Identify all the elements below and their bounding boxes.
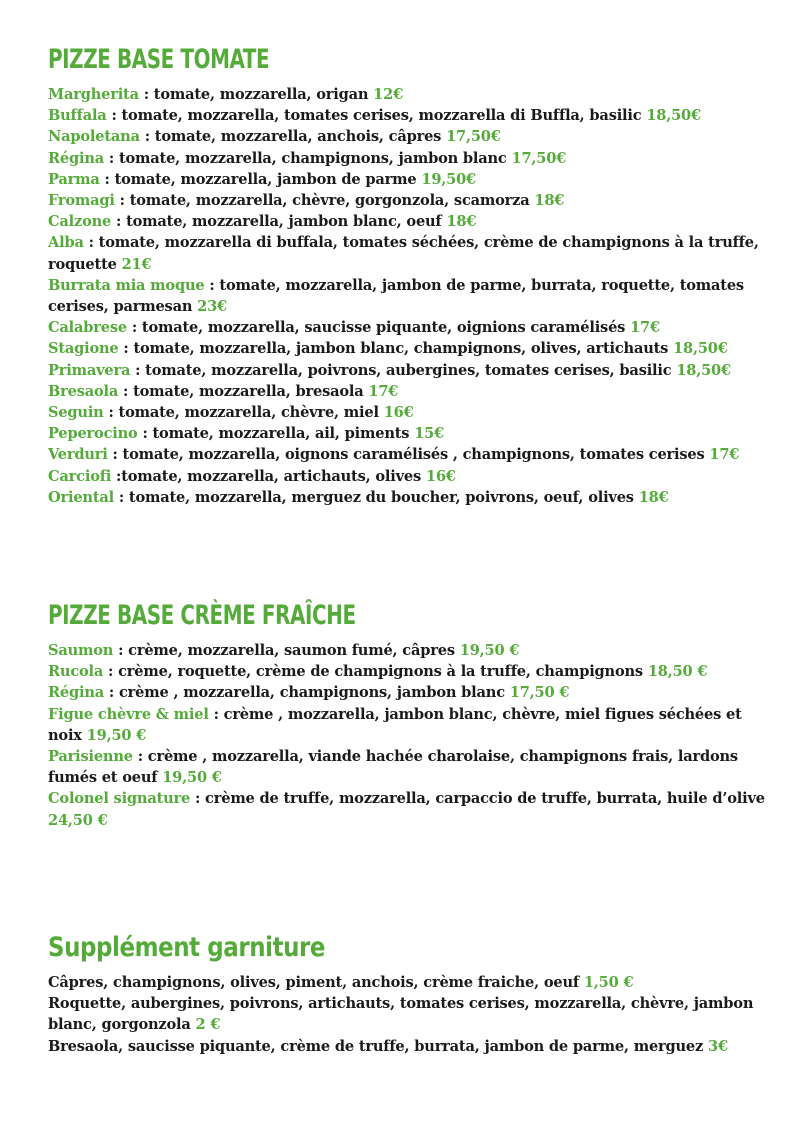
item-name: Régina [48,684,105,702]
item-price: 15€ [414,425,445,443]
item-name: Parisienne [48,748,133,766]
section-supplement [48,932,768,1057]
menu-item [48,190,768,211]
item-name: Buffala [48,107,107,125]
item-price: 18€ [638,488,669,506]
menu-item [48,148,768,169]
item-desc: : tomate, mozzarella, merguez du boucher, poivrons, oeuf, olives [113,488,639,506]
item-price: 19,50 € [162,769,222,787]
menu-item [48,466,768,487]
item-name: Stagione [48,340,119,358]
menu-item [48,105,768,126]
item-name: Calzone [48,213,112,231]
supplement-item [48,972,768,993]
supplement-item [48,1036,768,1057]
item-name: Rucola [48,663,104,681]
item-price: 3€ [708,1037,728,1055]
item-desc: Roquette, aubergines, poivrons, artichauts, tomates cerises, mozzarella, chèvre, jambon blanc, gorgonzola [48,995,754,1034]
item-desc: : tomate, mozzarella di buffala, tomates séchées, crème de champignons à la truffe, roquette [48,234,759,273]
item-price: 23€ [197,298,227,316]
item-price: 18,50 € [647,663,708,681]
item-name: Oriental [48,488,114,506]
item-desc: : tomate, mozzarella, champignons, jambon blanc [104,149,512,167]
menu-list-tomate [48,84,768,508]
item-price: 17,50€ [446,128,501,146]
item-price: 17€ [630,319,660,337]
item-desc: : crème , mozzarella, viande hachée charolaise, champignons frais, lardons fumés et oeuf [48,748,738,787]
item-price: 2 € [195,1016,221,1034]
item-price: 18€ [446,213,477,231]
menu-item [48,338,768,359]
item-desc: : tomate, mozzarella, origan [138,86,374,103]
menu-list-creme [48,640,768,831]
menu-item [48,169,768,190]
item-desc: : crème , mozzarella, jambon blanc, chèvre, miel figues séchées et noix [48,705,742,744]
menu-item [48,275,768,317]
menu-item [48,682,768,703]
item-price: 21€ [121,255,152,273]
menu-item [48,444,768,465]
item-desc: : tomate, mozzarella, chèvre, gorgonzola, scamorza [114,192,535,210]
item-desc: : tomate, mozzarella, chèvre, miel [103,404,384,422]
item-desc: : tomate, mozzarella, bresaola [118,382,369,400]
menu-item [48,126,768,147]
item-name: Carciofi [48,467,112,485]
item-price: 18€ [534,192,565,210]
item-price: 1,50 € [583,974,634,991]
item-name: Saumon [48,642,114,659]
item-name: Bresaola [48,382,119,400]
item-price: 18,50€ [676,361,731,379]
item-name: Parma [48,170,100,188]
item-name: Fromagi [48,192,115,210]
item-price: 17,50€ [511,149,567,167]
item-desc: : tomate, mozzarella, jambon blanc, oeuf [111,213,447,231]
item-desc: : tomate, mozzarella, oignons caramélisés , champignons, tomates cerises [107,446,710,464]
item-desc: : tomate, mozzarella, saucisse piquante, oignions caramélisés [126,319,631,337]
section-creme [48,600,768,831]
item-price: 17,50 € [509,684,570,702]
item-name: Seguin [48,404,104,422]
section-tomate [48,44,768,508]
item-price: 19,50€ [421,170,477,188]
section-title-supplement: Supplément garniture [48,932,326,963]
item-price: 19,50 € [459,642,520,659]
menu-item [48,423,768,444]
item-name: Calabrese [48,319,127,337]
menu-item [48,640,768,661]
item-desc: : tomate, mozzarella, jambon blanc, champignons, olives, artichauts [118,340,674,358]
item-desc: : crème, roquette, crème de champignons à la truffe, champignons [103,663,648,681]
menu-item [48,360,768,381]
item-desc: Bresaola, saucisse piquante, crème de truffe, burrata, jambon de parme, merguez [48,1037,708,1055]
item-desc: Câpres, champignons, olives, piment, anchois, crème fraiche, oeuf [48,974,584,991]
menu-item [48,84,768,105]
item-name: Primavera [48,361,131,379]
menu-item [48,746,768,788]
item-desc: : crème de truffe, mozzarella, carpaccio de truffe, burrata, huile d’olive [190,790,765,808]
menu-item [48,661,768,682]
item-name: Régina [48,149,105,167]
item-desc: : tomate, mozzarella, ail, piments [137,425,415,443]
section-title-tomate: PIZZE BASE TOMATE [48,44,270,75]
item-price: 16€ [425,467,456,485]
menu-item [48,402,768,423]
item-desc: : tomate, mozzarella, jambon de parme [99,170,422,188]
item-name: Alba [48,234,84,252]
item-name: Napoletana [48,128,140,146]
item-desc: : tomate, mozzarella, tomates cerises, mozzarella di Buffla, basilic [106,107,647,125]
item-price: 16€ [383,404,414,422]
supplement-item [48,993,768,1035]
menu-item [48,232,768,274]
menu-list-supplement [48,972,768,1057]
item-desc: :tomate, mozzarella, artichauts, olives [111,467,426,485]
item-name: Colonel signature [48,790,191,808]
section-title-creme: PIZZE BASE CRÈME FRAÎCHE [48,600,356,631]
menu-item [48,381,768,402]
menu-item [48,211,768,232]
item-desc: : crème , mozzarella, champignons, jambon blanc [104,684,510,702]
menu-item [48,704,768,746]
item-price: 12€ [373,86,404,103]
menu-item [48,788,768,830]
item-price: 17€ [709,446,740,464]
item-name: Verduri [48,446,108,464]
item-desc: : tomate, mozzarella, jambon de parme, burrata, roquette, tomates cerises, parmesan [48,276,744,316]
item-desc: : tomate, mozzarella, anchois, câpres [139,128,447,146]
item-name: Peperocino [48,425,138,443]
item-price: 18,50€ [646,107,701,125]
item-price: 19,50 € [86,726,147,744]
item-name: Burrata mia moque [48,276,205,294]
item-name: Figue chèvre & miel [48,705,209,723]
item-price: 18,50€ [673,340,728,358]
item-desc: : crème, mozzarella, saumon fumé, câpres [113,642,460,659]
menu-item [48,487,768,508]
item-name: Margherita [48,86,139,103]
item-price: 24,50 € [48,811,108,829]
item-price: 17€ [368,382,399,400]
menu-item [48,317,768,338]
item-desc: : tomate, mozzarella, poivrons, aubergines, tomates cerises, basilic [130,361,677,379]
